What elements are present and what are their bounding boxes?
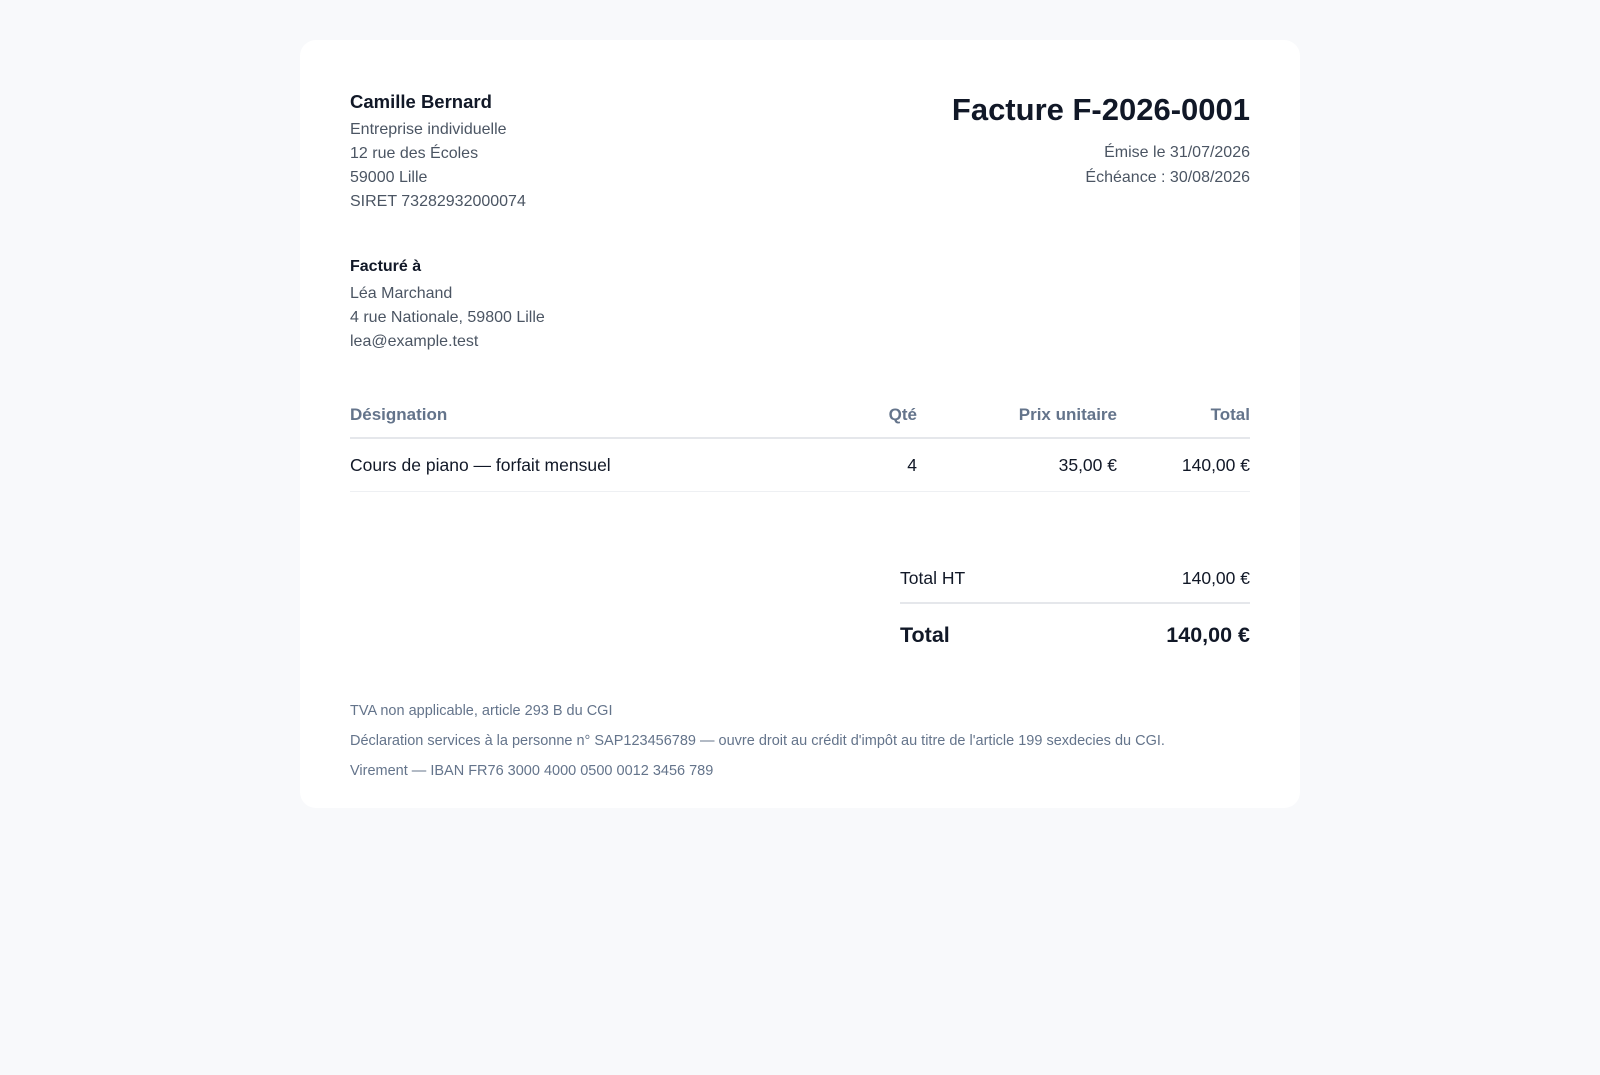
issuer-block [350,90,526,214]
issuer-siret: SIRET 73282932000074 [350,193,526,210]
client-name: Léa Marchand [350,285,453,302]
header-designation: Désignation [350,393,817,438]
client-address: 4 rue Nationale, 59800 Lille [350,309,545,326]
total-ht-value: 140,00 € [1181,567,1250,588]
total-ht-label: Total HT [900,567,966,588]
issuer-street: 12 rue des Écoles [350,145,479,162]
client-email: lea@example.test [350,333,479,350]
issuer-legal-form: Entreprise individuelle [350,121,507,138]
header-total: Total [1117,393,1250,438]
invoice-card [300,40,1300,808]
vat-note: TVA non applicable, article 293 B du CGI [350,703,613,719]
row-qty: 4 [817,438,917,492]
bill-to-heading: Facturé à [350,258,422,275]
total-ht-row [900,554,1250,604]
sap-note: Déclaration services à la personne n° SAP123456789 — ouvre droit au crédit d'impôt au titre de l'article 199 sexdecies du CGI. [350,733,1165,749]
row-designation: Cours de piano — forfait mensuel [350,438,817,492]
issue-date: Émise le 31/07/2026 [1104,144,1250,161]
grand-total-label: Total [900,622,950,647]
invoice-title: Facture F-2026-0001 [951,92,1250,127]
table-row [350,438,1250,492]
issuer-name: Camille Bernard [350,91,492,112]
row-unit-price: 35,00 € [917,438,1117,492]
payment-note: Virement — IBAN FR76 3000 4000 0500 0012 3456 789 [350,763,714,779]
grand-total-row [900,604,1250,666]
invoice-meta [952,90,1250,190]
due-date: Échéance : 30/08/2026 [1085,169,1250,186]
header-qty: Qté [817,393,917,438]
issuer-city: 59000 Lille [350,169,428,186]
line-items-table [350,393,1250,492]
totals-block [900,554,1250,666]
header-unit-price: Prix unitaire [917,393,1117,438]
table-header-row [350,393,1250,438]
bill-to-block [350,256,545,354]
row-total: 140,00 € [1117,438,1250,492]
grand-total-value: 140,00 € [1166,622,1250,647]
legal-notes [350,696,1250,786]
